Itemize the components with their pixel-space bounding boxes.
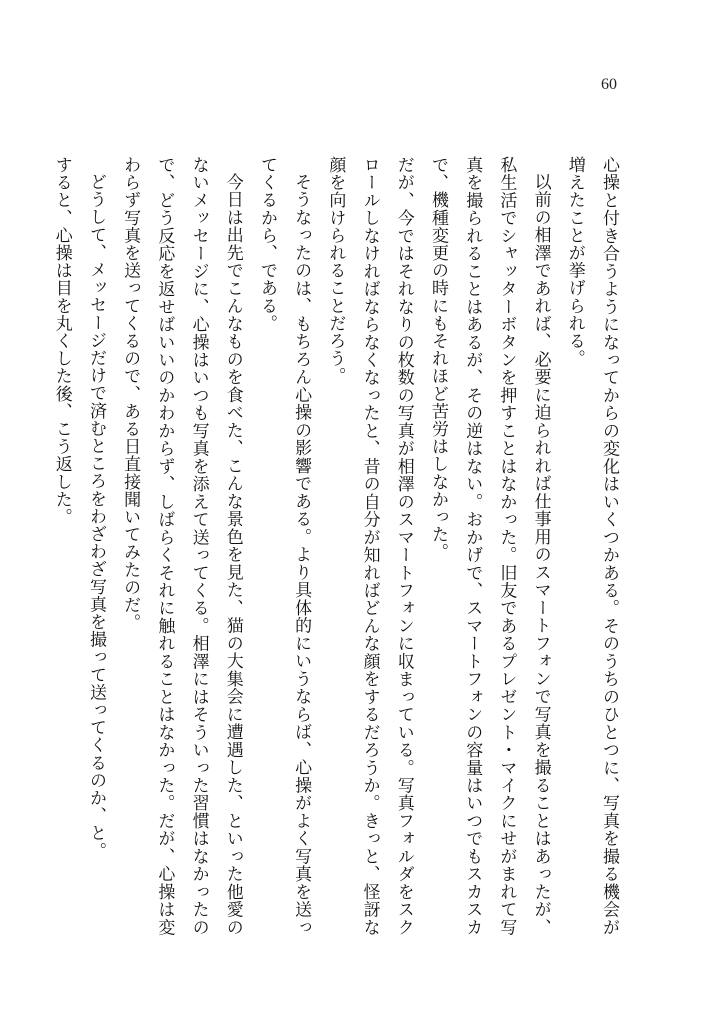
paragraph-5: 今日は出先でこんなものを食べた、こんな景色を見た、猫の大集会に遭遇した、といった他愛のないメッセージに、心操はいつも写真を添えて送ってくる。相澤にはそういった習慣はなかったので、どう反応を返せばいいのかわからず、しばらくそれに触れることはなかった。だが、心操は変わらず写真を送ってくるので、ある日直接聞いてみたのだ。 — [120, 156, 243, 936]
paragraph-6: どうして、メッセージだけで済むところをわざわざ写真を撮って送ってくるのか、と。 — [85, 173, 106, 860]
paragraph-7: すると、心操は目を丸くした後、こう返した。 — [51, 156, 72, 526]
paragraph-2: 以前の相澤であれば、必要に迫られれば仕事用のスマートフォンで写真を撮ることはあったが、私生活でシャッターボタンを押すことはなかった。旧友であるプレゼント・マイクにせがまれて写真を撮られることはあるが、その逆はない。おかげで、スマートフォンの容量はいつでもスカスカで、機種変更の時にもそれほど苦労はしなかった。 — [427, 156, 551, 936]
paragraph-3: だが、今ではそれなりの枚数の写真が相澤のスマートフォンに収まっている。写真フォルダをスクロールしなければならなくなったと、昔の自分が知ればどんな顔をするだろうか。きっと、怪訝な顔を向けられることだろう。 — [325, 156, 414, 936]
paragraph-4: そうなったのは、もちろん心操の影響である。より具体的にいうならば、心操がよく写真を送ってくるから、である。 — [256, 156, 312, 936]
paragraph-1: 心操と付き合うようになってからの変化はいくつかある。そのうちのひとつに、写真を撮る機会が増えたことが挙げられる。 — [564, 156, 619, 936]
body-text — [51, 156, 626, 936]
page-number: 60 — [601, 76, 617, 93]
